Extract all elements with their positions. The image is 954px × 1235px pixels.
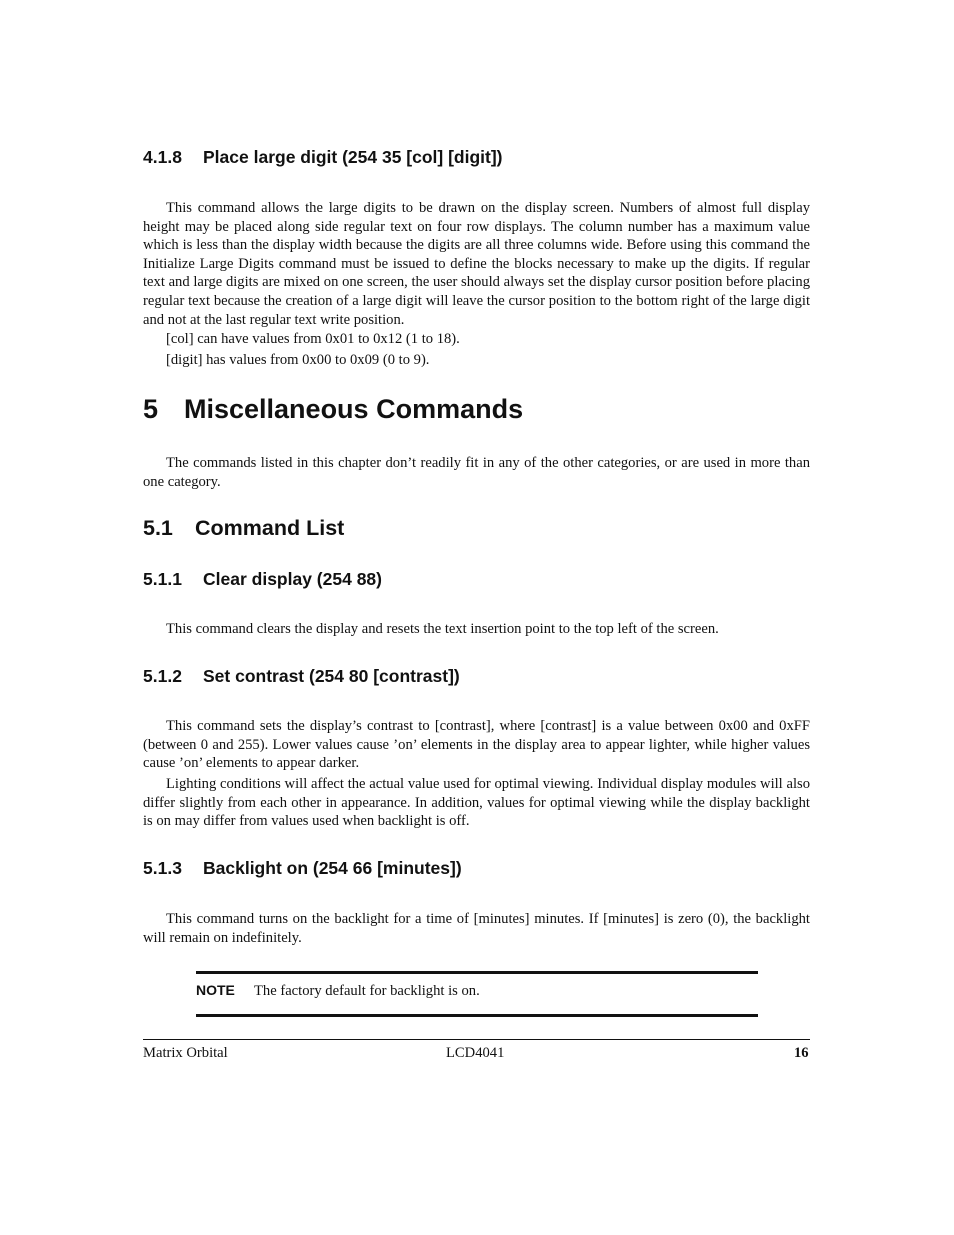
footer-rule xyxy=(143,1039,810,1040)
chapter-heading-5 xyxy=(143,394,523,425)
paragraph: [digit] has values from 0x00 to 0x09 (0 to 9). xyxy=(166,352,430,368)
footer-left: Matrix Orbital xyxy=(143,1045,228,1061)
paragraph: This command turns on the backlight for a time of [minutes] minutes. If [minutes] is zero (0), the backlight will remain on indefinitely. xyxy=(143,911,810,946)
paragraph: This command allows the large digits to be drawn on the display screen. Numbers of almost full display height may be placed along side regular text on four row displays. The column number has a maximum value which is less than the display width because the digits are all three columns wide. Before using this command the Initialize Large Digits command must be issued to define the blocks necessary to make up the digits. If regular text and large digits are mixed on one screen, the user should always set the display cursor position before placing regular text because the creation of a large digit will leave the cursor position to the bottom right of the large digit and not at the last regular text write position. xyxy=(143,200,810,328)
note-label: NOTE xyxy=(196,982,235,998)
paragraph: [col] can have values from 0x01 to 0x12 (1 to 18). xyxy=(166,331,460,347)
footer-center: LCD4041 xyxy=(446,1045,505,1061)
section-number: 4.1.8 xyxy=(143,147,182,167)
page-number: 16 xyxy=(794,1045,809,1061)
section-number: 5.1.1 xyxy=(143,569,182,589)
section-title: Set contrast (254 80 [contrast]) xyxy=(203,666,460,686)
section-number: 5.1.2 xyxy=(143,666,182,686)
section-heading-5-1-2 xyxy=(143,666,460,687)
section-title: Backlight on (254 66 [minutes]) xyxy=(203,858,462,878)
paragraph: This command clears the display and resets the text insertion point to the top left of the screen. xyxy=(166,621,719,637)
section-heading-5-1-1 xyxy=(143,569,382,590)
paragraph: Lighting conditions will affect the actual value used for optimal viewing. Individual display modules will also differ slightly from each other in appearance. In addition, values for optimal viewing while the display backlight is on may differ from values used when backlight is off. xyxy=(143,776,810,830)
section-number: 5.1.3 xyxy=(143,858,182,878)
section-title: Place large digit (254 35 [col] [digit]) xyxy=(203,147,503,167)
section-heading-5-1 xyxy=(143,516,344,541)
section-title: Clear display (254 88) xyxy=(203,569,382,589)
section-heading-5-1-3 xyxy=(143,858,462,879)
chapter-title: Miscellaneous Commands xyxy=(184,394,524,424)
note-box xyxy=(196,971,758,1017)
paragraph: The commands listed in this chapter don’t readily fit in any of the other categories, or are used in more than one category. xyxy=(143,455,810,490)
note-text: The factory default for backlight is on. xyxy=(254,983,480,999)
section-number: 5.1 xyxy=(143,516,173,540)
paragraph: This command sets the display’s contrast to [contrast], where [contrast] is a value between 0x00 and 0xFF (between 0 and 255). Lower values cause ’on’ elements in the display area to appear lighter, while higher values cause ’on’ elements to appear darker. xyxy=(143,718,810,772)
section-heading-4-1-8 xyxy=(143,147,503,168)
section-title: Command List xyxy=(195,516,345,540)
chapter-number: 5 xyxy=(143,394,159,424)
